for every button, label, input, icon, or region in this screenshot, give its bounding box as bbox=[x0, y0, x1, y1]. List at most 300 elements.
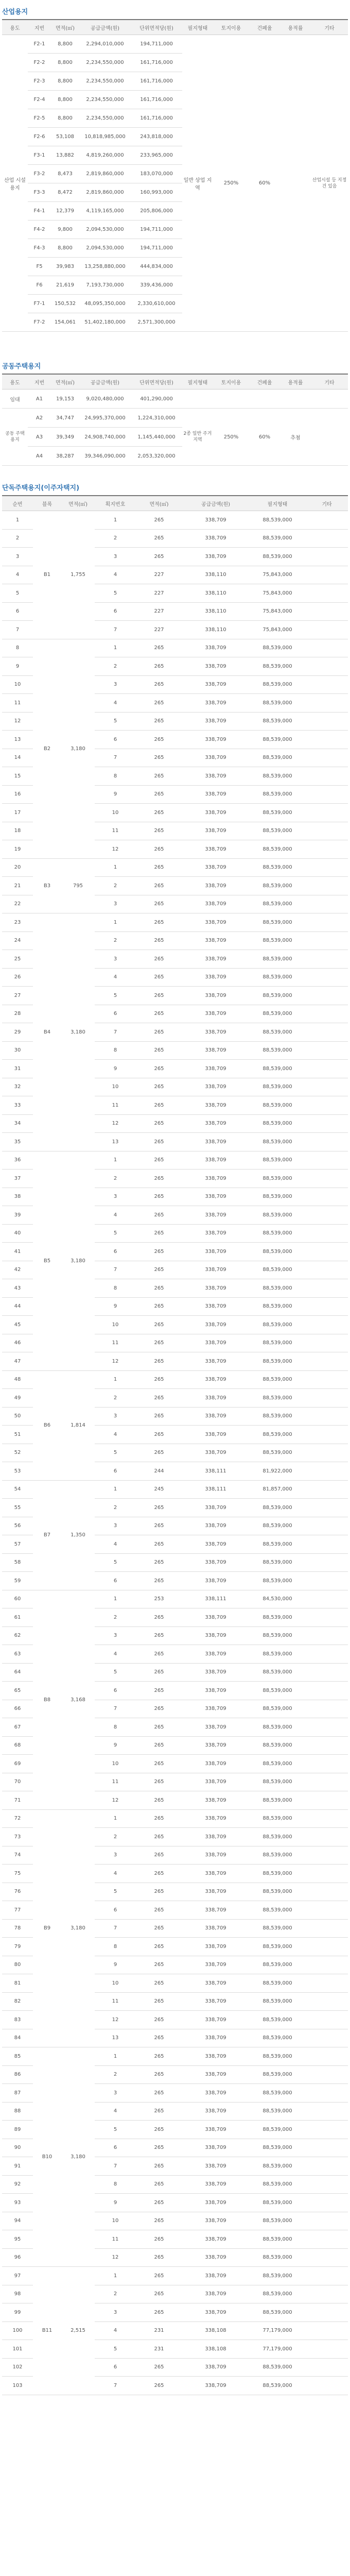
block-area-cell: 1,350 bbox=[61, 1480, 95, 1590]
etc-cell bbox=[306, 1791, 348, 1810]
seq-cell: 89 bbox=[2, 2121, 33, 2139]
lot-area-cell: 265 bbox=[136, 822, 182, 840]
lot-cell: F7-1 bbox=[28, 295, 51, 313]
shape-cell: 338,709 bbox=[182, 1535, 249, 1554]
seq-cell: 84 bbox=[2, 2029, 33, 2047]
col-unit-price: 단위면적당(원) bbox=[131, 20, 182, 35]
shape-cell: 338,709 bbox=[182, 2230, 249, 2249]
price-cell: 88,539,000 bbox=[249, 1114, 306, 1133]
etc-cell bbox=[306, 2358, 348, 2377]
shape-cell: 338,709 bbox=[182, 1919, 249, 1938]
price-cell: 88,539,000 bbox=[249, 1883, 306, 1901]
lot-area-cell: 265 bbox=[136, 731, 182, 749]
shape-cell: 338,709 bbox=[182, 987, 249, 1005]
lot-number-cell: 7 bbox=[95, 1919, 136, 1938]
seq-cell: 4 bbox=[2, 566, 33, 584]
shape-cell: 338,709 bbox=[182, 1992, 249, 2011]
seq-cell: 27 bbox=[2, 987, 33, 1005]
shape-cell: 338,709 bbox=[182, 2248, 249, 2267]
seq-cell: 32 bbox=[2, 1078, 33, 1096]
area-cell: 8,800 bbox=[51, 239, 79, 258]
seq-cell: 79 bbox=[2, 1938, 33, 1956]
shape-cell: 338,709 bbox=[182, 1974, 249, 1993]
table-row bbox=[2, 2047, 348, 2066]
etc-cell bbox=[306, 2084, 348, 2103]
etc-cell bbox=[306, 657, 348, 676]
seq-cell: 71 bbox=[2, 1791, 33, 1810]
lot-number-cell: 4 bbox=[95, 2321, 136, 2340]
seq-cell: 31 bbox=[2, 1060, 33, 1078]
col-lot: 지번 bbox=[28, 374, 51, 389]
shape-cell: 338,709 bbox=[182, 1718, 249, 1737]
lot-number-cell: 9 bbox=[95, 1060, 136, 1078]
table-row bbox=[2, 409, 348, 428]
price-cell: 88,539,000 bbox=[249, 1426, 306, 1444]
seq-cell: 94 bbox=[2, 2212, 33, 2230]
lot-number-cell: 6 bbox=[95, 1462, 136, 1481]
etc-cell bbox=[306, 1334, 348, 1352]
price-cell: 2,234,550,000 bbox=[79, 72, 131, 91]
lot-cell: F3-3 bbox=[28, 183, 51, 202]
lot-number-cell: 3 bbox=[95, 675, 136, 694]
unit-price-cell: 194,711,000 bbox=[131, 221, 182, 239]
lot-number-cell: 12 bbox=[95, 840, 136, 859]
price-cell: 13,258,880,000 bbox=[79, 258, 131, 276]
area-cell: 39,983 bbox=[51, 258, 79, 276]
etc-cell bbox=[306, 858, 348, 877]
block-area-cell: 3,180 bbox=[61, 1151, 95, 1370]
seq-cell: 34 bbox=[2, 1114, 33, 1133]
seq-cell: 70 bbox=[2, 1773, 33, 1791]
etc-cell bbox=[306, 1499, 348, 1517]
etc-cell bbox=[306, 1188, 348, 1206]
lot-area-cell: 265 bbox=[136, 1572, 182, 1590]
col-shape: 필지형태 bbox=[182, 20, 213, 35]
lot-area-cell: 227 bbox=[136, 566, 182, 584]
seq-cell: 45 bbox=[2, 1316, 33, 1334]
lot-area-cell: 265 bbox=[136, 548, 182, 566]
lot-area-cell: 265 bbox=[136, 804, 182, 822]
price-cell: 88,539,000 bbox=[249, 913, 306, 932]
lot-number-cell: 1 bbox=[95, 1151, 136, 1170]
table-row bbox=[2, 1370, 348, 1389]
lot-area-cell: 227 bbox=[136, 621, 182, 639]
table-row bbox=[2, 1480, 348, 1499]
price-cell: 88,539,000 bbox=[249, 2358, 306, 2377]
lot-number-cell: 2 bbox=[95, 1389, 136, 1408]
block-cell: B6 bbox=[33, 1370, 61, 1480]
price-cell: 77,179,000 bbox=[249, 2321, 306, 2340]
lot-number-cell: 6 bbox=[95, 1682, 136, 1700]
shape-cell: 338,709 bbox=[182, 529, 249, 548]
seq-cell: 76 bbox=[2, 1883, 33, 1901]
price-cell: 88,539,000 bbox=[249, 858, 306, 877]
lot-area-cell: 253 bbox=[136, 1590, 182, 1608]
price-cell: 88,539,000 bbox=[249, 1974, 306, 1993]
lot-area-cell: 265 bbox=[136, 1389, 182, 1408]
area-cell: 8,472 bbox=[51, 183, 79, 202]
price-cell: 88,539,000 bbox=[249, 1352, 306, 1371]
seq-cell: 29 bbox=[2, 1023, 33, 1042]
area-cell: 8,800 bbox=[51, 91, 79, 109]
col-seq: 순번 bbox=[2, 496, 33, 511]
lot-cell: F2-5 bbox=[28, 109, 51, 128]
lot-area-cell: 265 bbox=[136, 1773, 182, 1791]
block-area-cell: 795 bbox=[61, 858, 95, 913]
shape-cell: 338,709 bbox=[182, 1572, 249, 1590]
col-far: 용적률 bbox=[280, 374, 311, 389]
lot-number-cell: 10 bbox=[95, 1078, 136, 1096]
seq-cell: 33 bbox=[2, 1096, 33, 1115]
unit-price-cell: 1,224,310,000 bbox=[131, 409, 182, 428]
lot-number-cell: 5 bbox=[95, 1883, 136, 1901]
seq-cell: 44 bbox=[2, 1297, 33, 1316]
etc-cell bbox=[306, 749, 348, 767]
price-cell: 88,539,000 bbox=[249, 1553, 306, 1572]
shape-cell: 338,709 bbox=[182, 1297, 249, 1316]
seq-cell: 62 bbox=[2, 1626, 33, 1645]
lot-number-cell: 10 bbox=[95, 804, 136, 822]
col-block: 블록 bbox=[33, 496, 61, 511]
col-block-area: 면적(㎡) bbox=[61, 496, 95, 511]
seq-cell: 66 bbox=[2, 1700, 33, 1718]
price-cell: 81,922,000 bbox=[249, 1462, 306, 1481]
lot-area-cell: 265 bbox=[136, 987, 182, 1005]
seq-cell: 6 bbox=[2, 602, 33, 621]
lot-number-cell: 12 bbox=[95, 1352, 136, 1371]
lot-number-cell: 12 bbox=[95, 2011, 136, 2029]
shape-cell: 338,709 bbox=[182, 822, 249, 840]
col-etc: 기타 bbox=[311, 374, 348, 389]
price-cell: 75,843,000 bbox=[249, 621, 306, 639]
shape-cell: 338,709 bbox=[182, 2267, 249, 2285]
shape-cell: 338,709 bbox=[182, 1096, 249, 1115]
seq-cell: 77 bbox=[2, 1901, 33, 1920]
etc-cell bbox=[306, 1846, 348, 1865]
lot-area-cell: 265 bbox=[136, 1407, 182, 1426]
shape-cell: 338,709 bbox=[182, 1188, 249, 1206]
etc-cell bbox=[306, 1682, 348, 1700]
etc-cell bbox=[306, 1114, 348, 1133]
seq-cell: 96 bbox=[2, 2248, 33, 2267]
unit-price-cell: 2,571,300,000 bbox=[131, 313, 182, 332]
table-row bbox=[2, 639, 348, 657]
seq-cell: 56 bbox=[2, 1517, 33, 1535]
shape-cell: 338,709 bbox=[182, 1261, 249, 1279]
etc-cell bbox=[306, 529, 348, 548]
col-shape: 필지형태 bbox=[182, 374, 213, 389]
seq-cell: 90 bbox=[2, 2139, 33, 2157]
land-use-cell bbox=[213, 389, 249, 409]
area-cell: 39,349 bbox=[51, 428, 79, 447]
lot-number-cell: 4 bbox=[95, 2102, 136, 2121]
price-cell: 88,539,000 bbox=[249, 877, 306, 895]
etc-cell bbox=[306, 2139, 348, 2157]
lot-area-cell: 265 bbox=[136, 1517, 182, 1535]
seq-cell: 101 bbox=[2, 2340, 33, 2359]
table-row bbox=[2, 858, 348, 877]
seq-cell: 100 bbox=[2, 2321, 33, 2340]
etc-cell bbox=[306, 2340, 348, 2359]
lot-area-cell: 265 bbox=[136, 2377, 182, 2395]
lot-area-cell: 265 bbox=[136, 1334, 182, 1352]
lot-cell: F6 bbox=[28, 276, 51, 295]
etc-cell bbox=[306, 1407, 348, 1426]
seq-cell: 55 bbox=[2, 1499, 33, 1517]
etc-cell bbox=[306, 968, 348, 987]
lot-area-cell: 265 bbox=[136, 2194, 182, 2212]
apartment-header-row bbox=[2, 374, 348, 389]
seq-cell: 69 bbox=[2, 1755, 33, 1773]
etc-cell bbox=[306, 548, 348, 566]
area-cell: 38,287 bbox=[51, 447, 79, 466]
price-cell: 88,539,000 bbox=[249, 511, 306, 530]
seq-cell: 26 bbox=[2, 968, 33, 987]
lot-area-cell: 265 bbox=[136, 1992, 182, 2011]
lot-number-cell: 6 bbox=[95, 602, 136, 621]
lot-area-cell: 265 bbox=[136, 1828, 182, 1846]
etc-cell bbox=[306, 2303, 348, 2322]
shape-cell: 338,709 bbox=[182, 1407, 249, 1426]
price-cell: 39,346,090,000 bbox=[79, 447, 131, 466]
lot-number-cell: 5 bbox=[95, 1553, 136, 1572]
table-row bbox=[2, 2267, 348, 2285]
lot-area-cell: 265 bbox=[136, 1938, 182, 1956]
unit-price-cell: 183,070,000 bbox=[131, 165, 182, 183]
lot-number-cell: 11 bbox=[95, 1334, 136, 1352]
shape-cell: 338,709 bbox=[182, 1151, 249, 1170]
lot-number-cell: 5 bbox=[95, 2121, 136, 2139]
col-land-use: 토지이용 bbox=[213, 20, 249, 35]
lot-number-cell: 3 bbox=[95, 2084, 136, 2103]
shape-cell: 338,709 bbox=[182, 2139, 249, 2157]
col-shape: 필지형태 bbox=[249, 496, 306, 511]
price-cell: 88,539,000 bbox=[249, 529, 306, 548]
lot-cell: F3-2 bbox=[28, 165, 51, 183]
price-cell: 88,539,000 bbox=[249, 548, 306, 566]
lot-area-cell: 265 bbox=[136, 785, 182, 804]
etc-cell bbox=[306, 2230, 348, 2249]
shape-cell: 338,709 bbox=[182, 1352, 249, 1371]
industrial-land-table bbox=[2, 19, 348, 332]
lot-area-cell: 265 bbox=[136, 968, 182, 987]
etc-cell bbox=[306, 1023, 348, 1042]
shape-cell: 338,709 bbox=[182, 1334, 249, 1352]
area-cell: 34,747 bbox=[51, 409, 79, 428]
lot-number-cell: 2 bbox=[95, 529, 136, 548]
seq-cell: 51 bbox=[2, 1426, 33, 1444]
seq-cell: 35 bbox=[2, 1133, 33, 1151]
lot-area-cell: 265 bbox=[136, 1243, 182, 1261]
price-cell: 88,539,000 bbox=[249, 1206, 306, 1225]
lot-number-cell: 4 bbox=[95, 566, 136, 584]
price-cell: 88,539,000 bbox=[249, 785, 306, 804]
seq-cell: 53 bbox=[2, 1462, 33, 1481]
price-cell: 88,539,000 bbox=[249, 1700, 306, 1718]
col-land-use: 토지이용 bbox=[213, 374, 249, 389]
etc-cell bbox=[306, 1992, 348, 2011]
col-etc: 기타 bbox=[311, 20, 348, 35]
seq-cell: 95 bbox=[2, 2230, 33, 2249]
etc-cell bbox=[306, 1883, 348, 1901]
shape-cell: 338,709 bbox=[182, 877, 249, 895]
lot-cell: F2-3 bbox=[28, 72, 51, 91]
lot-number-cell: 1 bbox=[95, 1809, 136, 1828]
lot-area-cell: 265 bbox=[136, 2175, 182, 2194]
shape-cell: 338,709 bbox=[182, 1663, 249, 1682]
lot-area-cell: 265 bbox=[136, 840, 182, 859]
lot-area-cell: 265 bbox=[136, 858, 182, 877]
price-cell: 88,539,000 bbox=[249, 639, 306, 657]
lot-cell: A3 bbox=[28, 428, 51, 447]
price-cell: 88,539,000 bbox=[249, 822, 306, 840]
price-cell: 88,539,000 bbox=[249, 1773, 306, 1791]
lot-number-cell: 5 bbox=[95, 584, 136, 603]
price-cell: 88,539,000 bbox=[249, 1682, 306, 1700]
block-area-cell: 1,755 bbox=[61, 511, 95, 639]
shape-cell: 338,709 bbox=[182, 2303, 249, 2322]
etc-cell bbox=[306, 1956, 348, 1974]
seq-cell: 8 bbox=[2, 639, 33, 657]
etc-cell bbox=[306, 2285, 348, 2303]
price-cell: 88,539,000 bbox=[249, 2011, 306, 2029]
etc-cell bbox=[306, 2157, 348, 2176]
etc-cell bbox=[306, 1736, 348, 1755]
lot-area-cell: 265 bbox=[136, 1444, 182, 1462]
lot-area-cell: 265 bbox=[136, 2303, 182, 2322]
etc-cell bbox=[306, 639, 348, 657]
lot-area-cell: 265 bbox=[136, 931, 182, 950]
shape-cell: 338,709 bbox=[182, 2011, 249, 2029]
etc-cell bbox=[306, 675, 348, 694]
lot-area-cell: 265 bbox=[136, 1682, 182, 1700]
lot-number-cell: 2 bbox=[95, 2285, 136, 2303]
seq-cell: 103 bbox=[2, 2377, 33, 2395]
price-cell: 88,539,000 bbox=[249, 2377, 306, 2395]
seq-cell: 74 bbox=[2, 1846, 33, 1865]
shape-cell: 338,709 bbox=[182, 2084, 249, 2103]
seq-cell: 60 bbox=[2, 1590, 33, 1608]
area-cell: 21,619 bbox=[51, 276, 79, 295]
seq-cell: 65 bbox=[2, 1682, 33, 1700]
price-cell: 88,539,000 bbox=[249, 657, 306, 676]
etc-cell bbox=[306, 2194, 348, 2212]
lot-number-cell: 9 bbox=[95, 1736, 136, 1755]
price-cell: 88,539,000 bbox=[249, 1224, 306, 1243]
table-row bbox=[2, 1590, 348, 1608]
price-cell: 88,539,000 bbox=[249, 804, 306, 822]
price-cell: 88,539,000 bbox=[249, 1919, 306, 1938]
industrial-header-row bbox=[2, 20, 348, 35]
shape-cell: 338,709 bbox=[182, 1499, 249, 1517]
price-cell: 88,539,000 bbox=[249, 2065, 306, 2084]
price-cell: 88,539,000 bbox=[249, 1151, 306, 1170]
shape-cell: 338,110 bbox=[182, 621, 249, 639]
seq-cell: 92 bbox=[2, 2175, 33, 2194]
lot-number-cell: 1 bbox=[95, 1370, 136, 1389]
lot-cell: F2-2 bbox=[28, 54, 51, 72]
etc-cell bbox=[306, 1572, 348, 1590]
lot-area-cell: 265 bbox=[136, 2267, 182, 2285]
seq-cell: 83 bbox=[2, 2011, 33, 2029]
lot-number-cell: 8 bbox=[95, 1938, 136, 1956]
price-cell: 88,539,000 bbox=[249, 1901, 306, 1920]
etc-cell bbox=[306, 1462, 348, 1481]
price-cell: 88,539,000 bbox=[249, 1407, 306, 1426]
lot-area-cell: 265 bbox=[136, 1901, 182, 1920]
shape-cell: 338,111 bbox=[182, 1480, 249, 1499]
etc-cell bbox=[306, 767, 348, 786]
table-row bbox=[2, 511, 348, 530]
seq-cell: 40 bbox=[2, 1224, 33, 1243]
price-cell: 4,819,260,000 bbox=[79, 146, 131, 165]
shape-cell: 338,709 bbox=[182, 2194, 249, 2212]
seq-cell: 20 bbox=[2, 858, 33, 877]
lot-number-cell: 8 bbox=[95, 1718, 136, 1737]
lot-number-cell: 3 bbox=[95, 1846, 136, 1865]
lot-area-cell: 265 bbox=[136, 2121, 182, 2139]
shape-cell: 338,709 bbox=[182, 548, 249, 566]
note-cell bbox=[311, 389, 348, 409]
shape-cell: 338,709 bbox=[182, 1114, 249, 1133]
price-cell: 88,539,000 bbox=[249, 1170, 306, 1188]
lot-area-cell: 245 bbox=[136, 1480, 182, 1499]
price-cell: 88,539,000 bbox=[249, 1718, 306, 1737]
lot-number-cell: 4 bbox=[95, 1535, 136, 1554]
lot-area-cell: 265 bbox=[136, 1535, 182, 1554]
seq-cell: 30 bbox=[2, 1041, 33, 1060]
shape-cell: 338,110 bbox=[182, 602, 249, 621]
block-area-cell: 3,180 bbox=[61, 913, 95, 1151]
price-cell: 88,539,000 bbox=[249, 1535, 306, 1554]
block-area-cell: 3,180 bbox=[61, 1809, 95, 2047]
price-cell: 81,857,000 bbox=[249, 1480, 306, 1499]
price-cell: 9,020,480,000 bbox=[79, 389, 131, 409]
price-cell: 88,539,000 bbox=[249, 1755, 306, 1773]
etc-cell bbox=[306, 1865, 348, 1883]
lot-number-cell: 5 bbox=[95, 1663, 136, 1682]
seq-cell: 23 bbox=[2, 913, 33, 932]
lot-area-cell: 265 bbox=[136, 1608, 182, 1627]
price-cell: 88,539,000 bbox=[249, 2139, 306, 2157]
lot-area-cell: 265 bbox=[136, 1956, 182, 1974]
seq-cell: 2 bbox=[2, 529, 33, 548]
lot-number-cell: 5 bbox=[95, 2340, 136, 2359]
lot-cell: F4-2 bbox=[28, 221, 51, 239]
price-cell: 88,539,000 bbox=[249, 2212, 306, 2230]
etc-cell bbox=[306, 511, 348, 530]
etc-cell bbox=[306, 1224, 348, 1243]
lot-area-cell: 265 bbox=[136, 749, 182, 767]
lot-cell: A2 bbox=[28, 409, 51, 428]
unit-price-cell: 243,818,000 bbox=[131, 128, 182, 146]
shape-cell: 338,709 bbox=[182, 2102, 249, 2121]
seq-cell: 42 bbox=[2, 1261, 33, 1279]
shape-cell: 338,709 bbox=[182, 657, 249, 676]
seq-cell: 52 bbox=[2, 1444, 33, 1462]
seq-cell: 87 bbox=[2, 2084, 33, 2103]
block-area-cell: 3,180 bbox=[61, 639, 95, 858]
shape-cell: 338,709 bbox=[182, 2175, 249, 2194]
price-cell: 88,539,000 bbox=[249, 731, 306, 749]
lot-number-cell: 3 bbox=[95, 1626, 136, 1645]
price-cell: 88,539,000 bbox=[249, 1645, 306, 1664]
etc-cell bbox=[306, 1297, 348, 1316]
etc-cell bbox=[306, 1261, 348, 1279]
note-cell: 산업시설 등 지정건 있음 bbox=[311, 35, 348, 332]
shape-cell: 338,709 bbox=[182, 1608, 249, 1627]
price-cell: 88,539,000 bbox=[249, 2248, 306, 2267]
